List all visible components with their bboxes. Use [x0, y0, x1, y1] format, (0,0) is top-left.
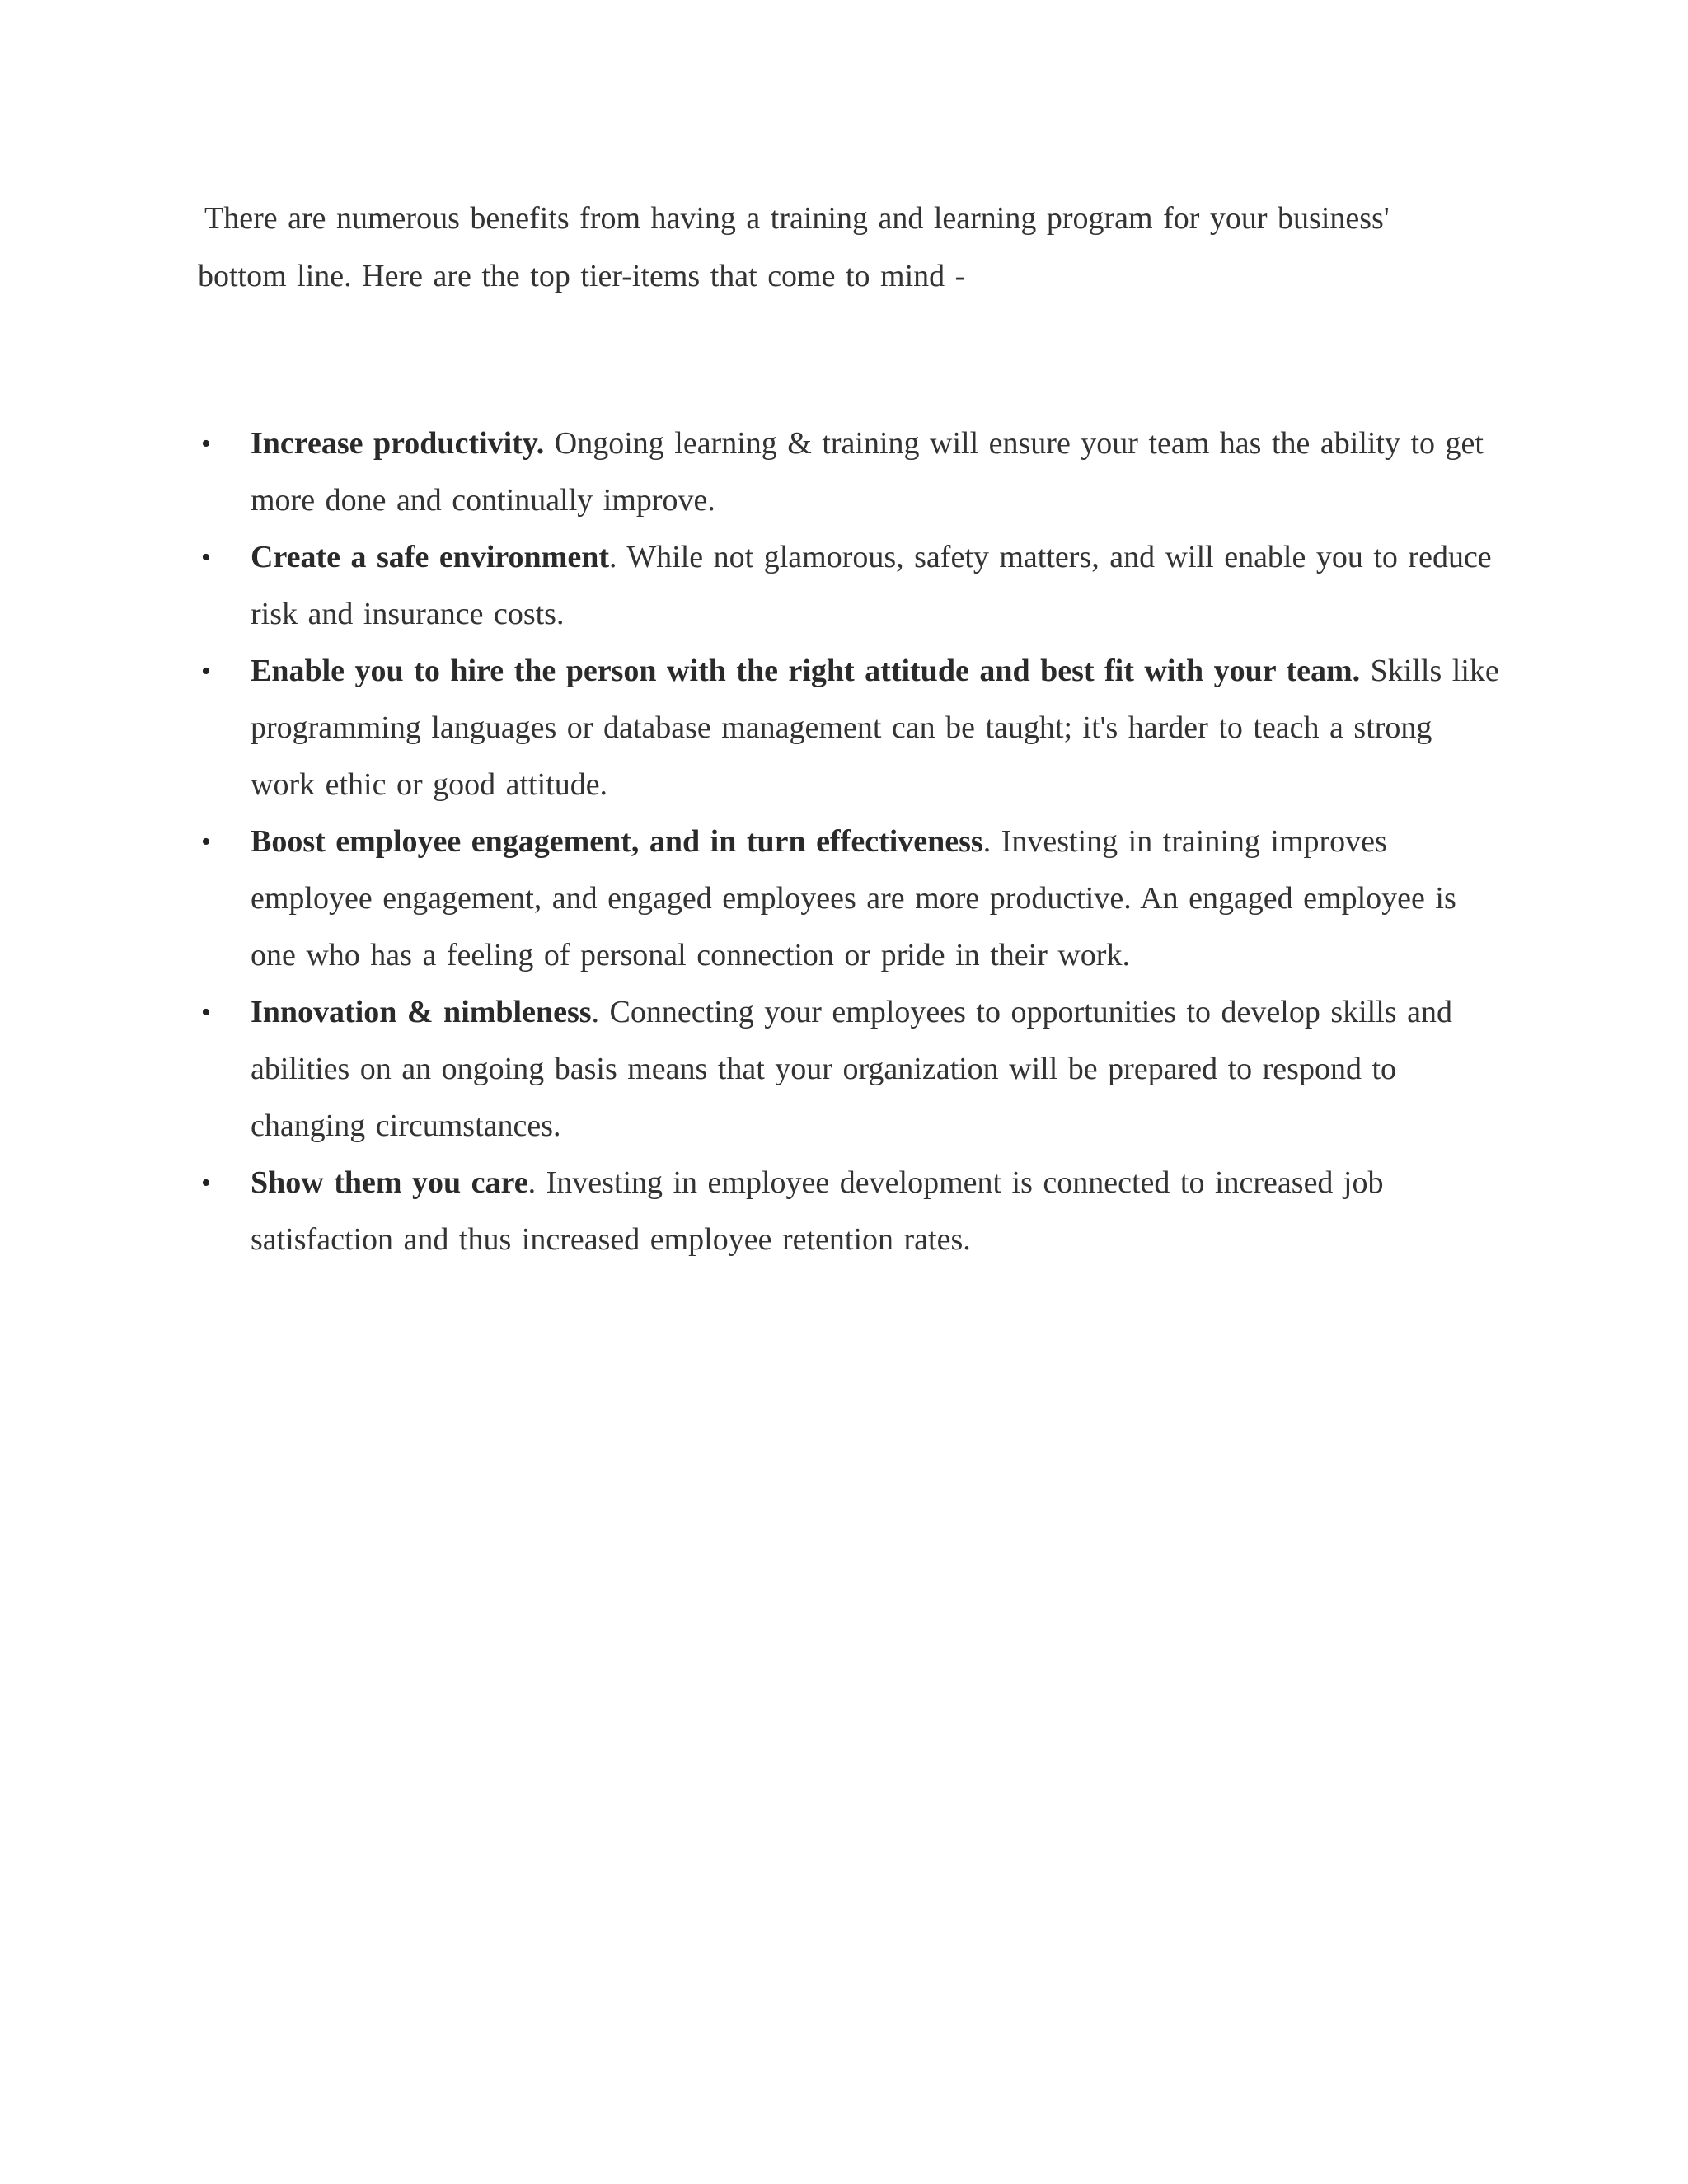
- benefit-body: . Connecting your employees to opportunities to develop skills and abilities on an ongoing basis means that your organization will be prepared to respond to changing circumstances.: [251, 995, 1452, 1143]
- benefit-body: Skills like programming languages or database management can be taught; it's harder to teach a strong work ethic or good attitude.: [251, 654, 1499, 802]
- intro-paragraph: [198, 190, 1484, 305]
- benefit-body: Ongoing learning & training will ensure your team has the ability to get more done and continually improve.: [251, 426, 1484, 518]
- benefit-title: Enable you to hire the person with the right attitude and best fit with your team.: [251, 654, 1361, 688]
- benefit-title: Create a safe environment: [251, 540, 609, 574]
- benefits-list: [198, 415, 1500, 1268]
- benefit-body: . Investing in employee development is connected to increased job satisfaction and thus increased employee retention rates.: [251, 1165, 1384, 1257]
- list-item-safe-environment: [198, 529, 1500, 643]
- benefit-title: Show them you care: [251, 1165, 528, 1200]
- bullet-icon: •: [201, 542, 211, 573]
- benefit-title: Increase productivity.: [251, 426, 545, 461]
- list-item-innovation-nimbleness: [198, 984, 1500, 1155]
- list-item-hire-right-attitude: [198, 643, 1500, 813]
- intro-line-1: There are numerous benefits from having a training and learning program for your business': [204, 201, 1390, 236]
- bullet-icon: •: [201, 1168, 211, 1198]
- list-item-boost-engagement: [198, 813, 1500, 984]
- benefit-body: . While not glamorous, safety matters, and will enable you to reduce risk and insurance costs.: [251, 540, 1492, 631]
- bullet-icon: •: [201, 997, 211, 1028]
- bullet-icon: •: [201, 429, 211, 459]
- list-item-increase-productivity: [198, 415, 1500, 529]
- bullet-icon: •: [201, 827, 211, 857]
- intro-line-2: bottom line. Here are the top tier-items that come to mind -: [198, 259, 966, 293]
- benefit-title: Boost employee engagement, and in turn effectiveness: [251, 824, 983, 859]
- list-item-show-you-care: [198, 1155, 1500, 1268]
- benefit-title: Innovation & nimbleness: [251, 995, 592, 1029]
- benefit-body: . Investing in training improves employee engagement, and engaged employees are more productive. An engaged employee is one who has a feeling of personal connection or pride in their work.: [251, 824, 1456, 972]
- bullet-icon: •: [201, 656, 211, 687]
